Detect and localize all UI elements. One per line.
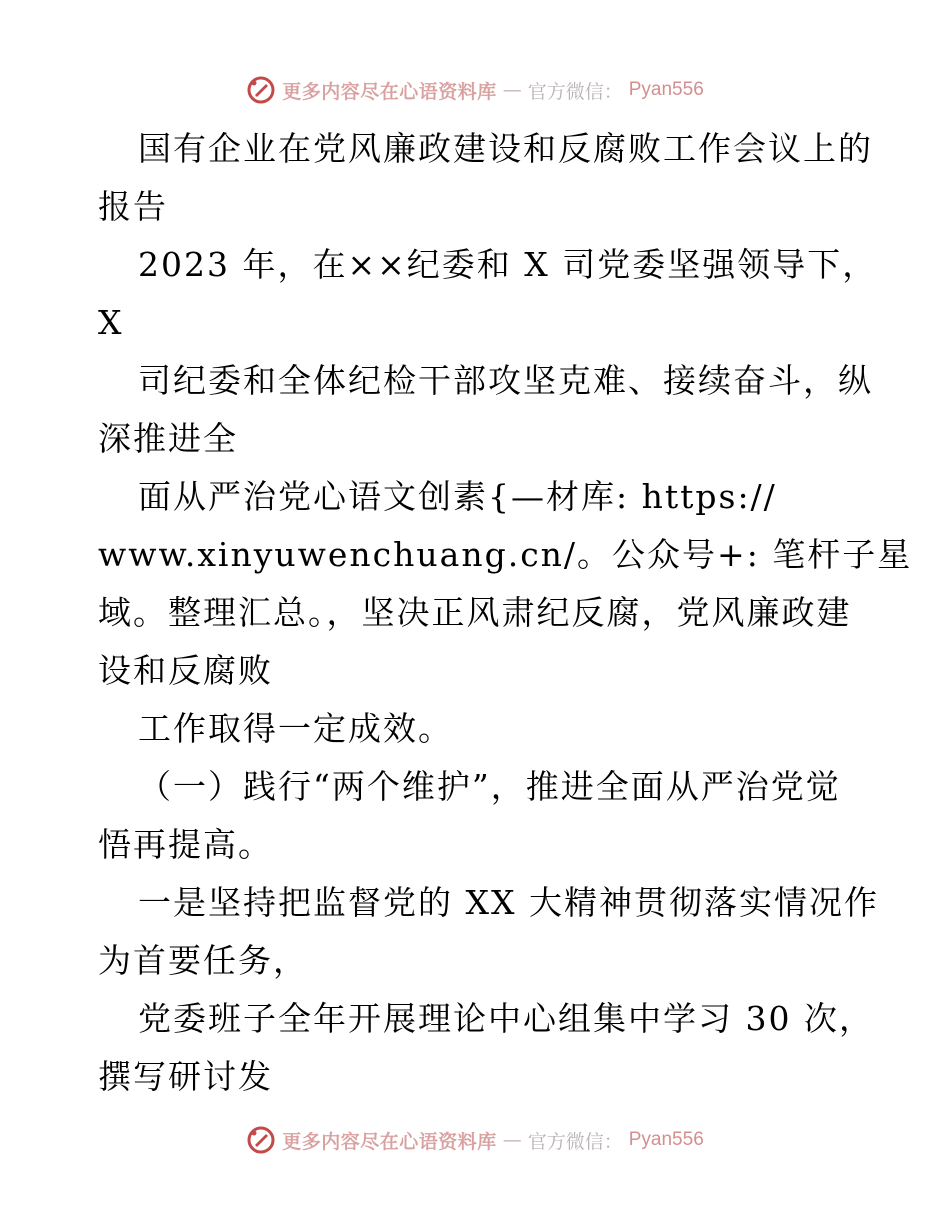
- watermark-brand: 更多内容尽在心语资料库: [282, 80, 497, 103]
- text-line: 党委班子全年开展理论中心组集中学习 30 次，: [138, 999, 874, 1038]
- brand-logo-icon: [246, 75, 276, 105]
- watermark-dash: —: [502, 1129, 522, 1151]
- watermark-label: 官方微信：: [527, 1130, 623, 1153]
- watermark-id: Pyan556: [628, 79, 704, 100]
- text-line: 面从严治党心语文创素{—材库: https://: [138, 477, 777, 516]
- text-line: 工作取得一定成效。: [138, 709, 453, 748]
- text-line: 2023 年，在××纪委和 X 司党委坚强领导下，: [138, 245, 878, 284]
- text-line: 报告: [98, 187, 168, 226]
- text-line: www.xinyuwenchuang.cn/。公众号+: 笔杆子星: [98, 535, 913, 574]
- watermark-footer: [0, 1120, 950, 1160]
- text-line: 国有企业在党风廉政建设和反腐败工作会议上的: [138, 129, 873, 168]
- watermark-dash: —: [502, 79, 522, 101]
- watermark-brand: 更多内容尽在心语资料库: [282, 1130, 497, 1153]
- text-line: 域。整理汇总。，坚决正风肃纪反腐，党风廉政建: [98, 593, 852, 632]
- text-line: 一是坚持把监督党的 XX 大精神贯彻落实情况作: [138, 883, 879, 922]
- watermark-header: [0, 70, 950, 110]
- watermark-id: Pyan556: [628, 1129, 704, 1150]
- text-line: 悟再提高。: [98, 825, 273, 864]
- text-line: 撰写研讨发: [98, 1057, 273, 1096]
- text-line: X: [98, 303, 124, 342]
- text-line: （一）践行“两个维护”，推进全面从严治党觉: [138, 767, 841, 806]
- brand-logo-icon: [246, 1125, 276, 1155]
- text-line: 司纪委和全体纪检干部攻坚克难、接续奋斗，纵: [138, 361, 873, 400]
- watermark-label: 官方微信：: [527, 80, 623, 103]
- text-line: 为首要任务，: [98, 941, 308, 980]
- document-body: [98, 120, 913, 1106]
- text-line: 设和反腐败: [98, 651, 273, 690]
- text-line: 深推进全: [98, 419, 238, 458]
